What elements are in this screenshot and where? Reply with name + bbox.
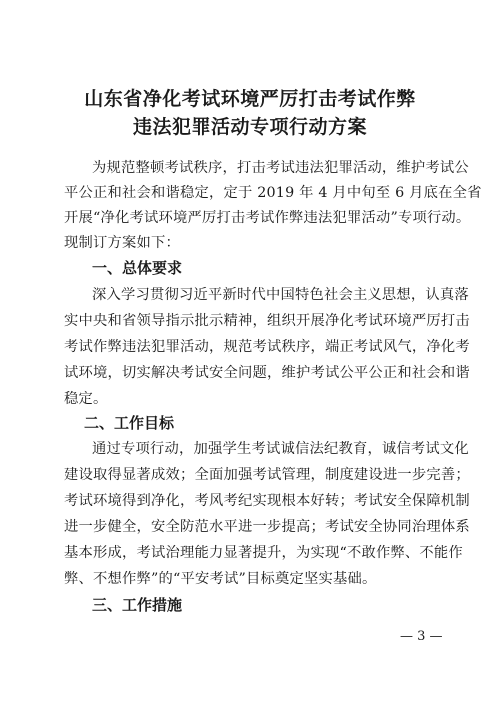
section-2-line: 通过专项行动，加强学生考试诚信法纪教育，诚信考试文化 — [92, 441, 469, 457]
intro-line: 平公正和社会和谐稳定，定于 2019 年 4 月中旬至 6 月底在全省 — [64, 185, 482, 201]
section-1-line: 考试作弊违法犯罪活动，规范考试秩序，端正考试风气，净化考 — [64, 339, 470, 355]
document-title-line-1: 山东省净化考试环境严厉打击考试作弊 — [84, 88, 416, 110]
section-1-line: 实中央和省领导指示批示精神，组织开展净化考试环境严厉打击 — [64, 313, 470, 329]
document-title-line-2: 违法犯罪活动专项行动方案 — [132, 116, 367, 138]
section-1-line: 深入学习贯彻习近平新时代中国特色社会主义思想，认真落 — [92, 287, 469, 303]
section-1-line: 试环境，切实解决考试安全问题，维护考试公平公正和社会和谐 — [64, 365, 470, 381]
section-2-line: 考试环境得到净化，考风考纪实现根本好转；考试安全保障机制 — [64, 493, 470, 509]
section-heading-1: 一、总体要求 — [92, 259, 183, 277]
section-2-line: 基本形成，考试治理能力显著提升，为实现“不敢作弊、不能作 — [64, 545, 463, 561]
intro-line: 为规范整顿考试秩序，打击考试违法犯罪活动，维护考试公 — [92, 160, 469, 176]
section-heading-3: 三、工作措施 — [92, 596, 183, 614]
section-2-line: 进一步健全，安全防范水平进一步提高；考试安全协同治理体系 — [64, 519, 470, 535]
page-number: — 3 — — [400, 629, 443, 644]
intro-line: 现制订方案如下： — [64, 235, 180, 251]
section-heading-2: 二、工作目标 — [84, 414, 175, 432]
section-1-line: 稳定。 — [64, 391, 108, 407]
section-2-line: 弊、不想作弊”的“平安考试”目标奠定坚实基础。 — [64, 571, 377, 587]
intro-line: 开展“净化考试环境严厉打击考试作弊违法犯罪活动”专项行动。 — [64, 210, 471, 226]
section-2-line: 建设取得显著成效；全面加强考试管理，制度建设进一步完善； — [64, 467, 470, 483]
